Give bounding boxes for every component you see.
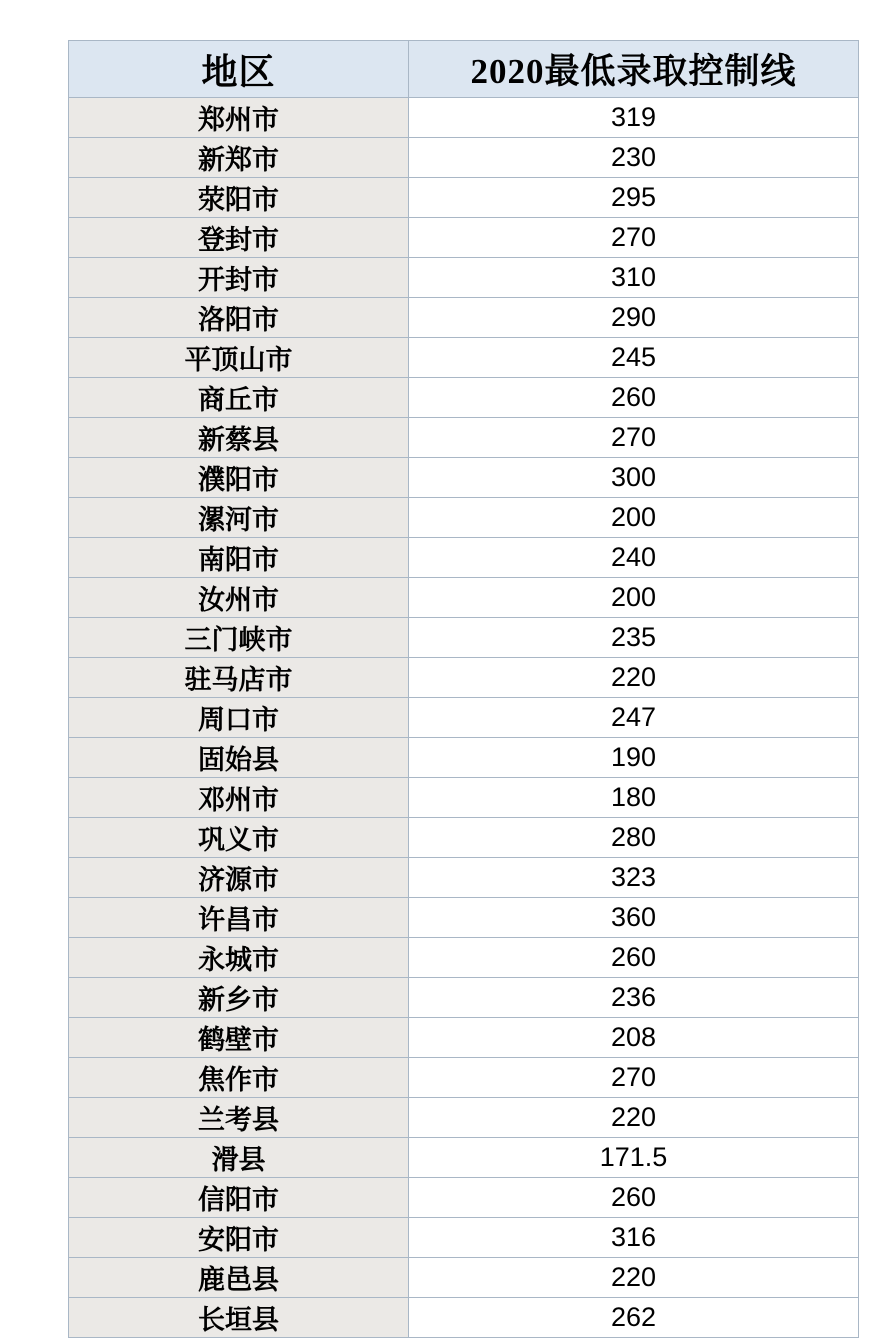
cell-region: 开封市	[69, 258, 409, 298]
cell-score: 300	[409, 458, 859, 498]
cell-region: 荥阳市	[69, 178, 409, 218]
cell-score: 262	[409, 1298, 859, 1338]
cell-score: 208	[409, 1018, 859, 1058]
cell-score: 290	[409, 298, 859, 338]
cell-score: 200	[409, 498, 859, 538]
table-row	[69, 1058, 859, 1098]
cell-region: 兰考县	[69, 1098, 409, 1138]
table-row	[69, 1178, 859, 1218]
column-header-score: 2020最低录取控制线	[409, 41, 859, 98]
cell-region: 滑县	[69, 1138, 409, 1178]
cell-score: 295	[409, 178, 859, 218]
table-body	[69, 98, 859, 1338]
score-table-container	[68, 40, 858, 1338]
cell-score: 260	[409, 1178, 859, 1218]
table-row	[69, 818, 859, 858]
cell-score: 190	[409, 738, 859, 778]
cell-score: 323	[409, 858, 859, 898]
table-row	[69, 218, 859, 258]
cell-region: 洛阳市	[69, 298, 409, 338]
table-row	[69, 378, 859, 418]
cell-score: 247	[409, 698, 859, 738]
cell-score: 236	[409, 978, 859, 1018]
cell-region: 鹿邑县	[69, 1258, 409, 1298]
table-row	[69, 698, 859, 738]
cell-region: 济源市	[69, 858, 409, 898]
cell-region: 固始县	[69, 738, 409, 778]
table-row	[69, 738, 859, 778]
cell-score: 220	[409, 1258, 859, 1298]
table-row	[69, 938, 859, 978]
cell-score: 270	[409, 418, 859, 458]
cell-score: 220	[409, 658, 859, 698]
table-row	[69, 258, 859, 298]
cell-score: 270	[409, 1058, 859, 1098]
table-row	[69, 1098, 859, 1138]
cell-score: 180	[409, 778, 859, 818]
cell-region: 邓州市	[69, 778, 409, 818]
table-row	[69, 538, 859, 578]
cell-region: 商丘市	[69, 378, 409, 418]
cell-score: 230	[409, 138, 859, 178]
table-row	[69, 178, 859, 218]
cell-region: 新乡市	[69, 978, 409, 1018]
column-header-region: 地区	[69, 41, 409, 98]
cell-region: 长垣县	[69, 1298, 409, 1338]
table-row	[69, 418, 859, 458]
table-row	[69, 1138, 859, 1178]
table-row	[69, 298, 859, 338]
cell-region: 焦作市	[69, 1058, 409, 1098]
cell-score: 310	[409, 258, 859, 298]
table-header-row	[69, 41, 859, 98]
table-row	[69, 1298, 859, 1338]
table-row	[69, 1018, 859, 1058]
cell-score: 245	[409, 338, 859, 378]
cell-region: 平顶山市	[69, 338, 409, 378]
cell-region: 漯河市	[69, 498, 409, 538]
cell-region: 郑州市	[69, 98, 409, 138]
table-row	[69, 498, 859, 538]
cell-score: 240	[409, 538, 859, 578]
table-row	[69, 98, 859, 138]
table-row	[69, 778, 859, 818]
cell-region: 濮阳市	[69, 458, 409, 498]
table-row	[69, 1218, 859, 1258]
cell-region: 信阳市	[69, 1178, 409, 1218]
table-header	[69, 41, 859, 98]
cell-region: 许昌市	[69, 898, 409, 938]
cell-region: 三门峡市	[69, 618, 409, 658]
cell-score: 171.5	[409, 1138, 859, 1178]
table-row	[69, 618, 859, 658]
cell-score: 316	[409, 1218, 859, 1258]
cell-score: 260	[409, 938, 859, 978]
table-row	[69, 658, 859, 698]
cell-region: 新蔡县	[69, 418, 409, 458]
cell-score: 235	[409, 618, 859, 658]
cell-score: 200	[409, 578, 859, 618]
cell-region: 巩义市	[69, 818, 409, 858]
table-row	[69, 858, 859, 898]
table-row	[69, 978, 859, 1018]
table-row	[69, 898, 859, 938]
cell-region: 登封市	[69, 218, 409, 258]
cell-region: 驻马店市	[69, 658, 409, 698]
cell-score: 280	[409, 818, 859, 858]
admission-score-table	[68, 40, 859, 1338]
cell-region: 鹤壁市	[69, 1018, 409, 1058]
cell-region: 周口市	[69, 698, 409, 738]
cell-region: 安阳市	[69, 1218, 409, 1258]
table-row	[69, 138, 859, 178]
table-row	[69, 1258, 859, 1298]
cell-region: 永城市	[69, 938, 409, 978]
cell-score: 360	[409, 898, 859, 938]
cell-region: 新郑市	[69, 138, 409, 178]
table-row	[69, 338, 859, 378]
cell-region: 汝州市	[69, 578, 409, 618]
cell-region: 南阳市	[69, 538, 409, 578]
table-row	[69, 578, 859, 618]
cell-score: 220	[409, 1098, 859, 1138]
cell-score: 270	[409, 218, 859, 258]
table-row	[69, 458, 859, 498]
cell-score: 260	[409, 378, 859, 418]
cell-score: 319	[409, 98, 859, 138]
